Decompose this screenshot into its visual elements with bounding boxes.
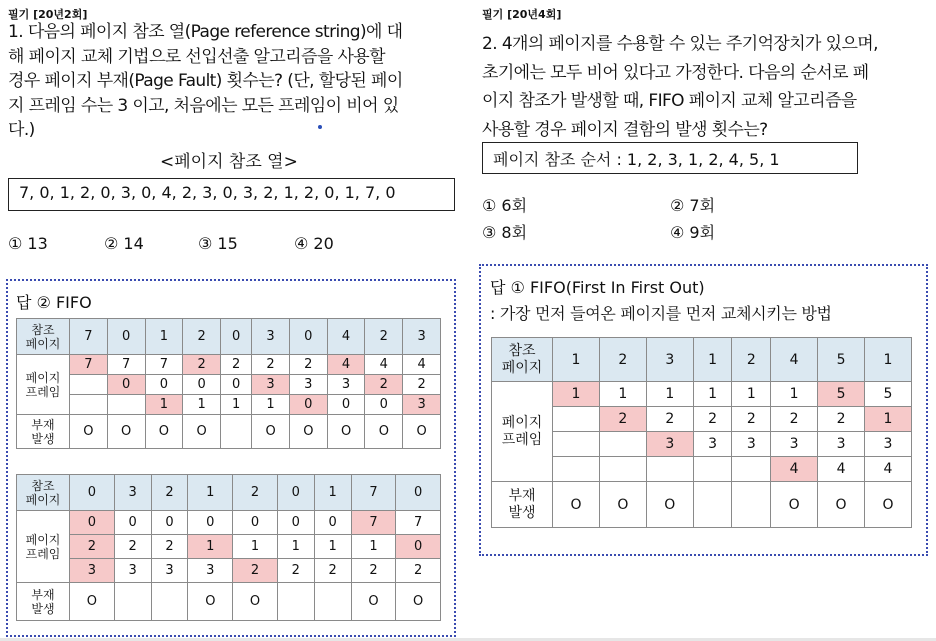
frame-cell: 1 xyxy=(314,535,351,559)
ref-cell: 0 xyxy=(70,475,115,511)
frame-cell: 0 xyxy=(183,375,221,395)
frame-cell: 1 xyxy=(693,382,732,407)
frame-cell: 3 xyxy=(188,559,233,583)
frame-cell: 3 xyxy=(771,432,818,457)
fault-header: 부재 발생 xyxy=(17,415,70,449)
option-2: ② 14 xyxy=(104,234,144,253)
ref-cell: 1 xyxy=(145,319,183,355)
frame-cell: 4 xyxy=(327,355,365,375)
answer-explanation: : 가장 먼저 들여온 페이지를 먼저 교체시키는 방법 xyxy=(490,304,832,323)
fault-cell: O xyxy=(70,583,115,621)
frame-cell: 4 xyxy=(403,355,441,375)
frame-cell: 3 xyxy=(70,559,115,583)
question-line: 초기에는 모두 비어 있다고 가정한다. 다음의 순서로 페 xyxy=(482,62,869,83)
question-tag: 필기 [20년4회] xyxy=(482,8,562,21)
question-line: 2. 4개의 페이지를 수용할 수 있는 주기억장치가 있으며, xyxy=(482,34,878,54)
fifo-table-2 xyxy=(16,474,441,621)
cursor-dot xyxy=(318,125,322,129)
frame-cell xyxy=(553,407,600,432)
frame-cell: 1 xyxy=(351,535,396,559)
frame-cell: 1 xyxy=(221,395,252,415)
frame-cell: 5 xyxy=(818,382,865,407)
fifo-table-1 xyxy=(16,318,441,449)
fault-cell: O xyxy=(646,482,693,528)
fault-cell xyxy=(314,583,351,621)
frame-cell: 3 xyxy=(289,375,327,395)
frame-header: 페이지 프레임 xyxy=(17,355,70,415)
frame-cell: 4 xyxy=(771,457,818,482)
frame-cell: 1 xyxy=(553,382,600,407)
frame-cell: 5 xyxy=(865,382,912,407)
frame-cell: 1 xyxy=(599,382,646,407)
frame-cell: 2 xyxy=(277,559,314,583)
ref-title: <페이지 참조 열> xyxy=(160,152,298,172)
frame-cell: 0 xyxy=(289,395,327,415)
frame-cell: 3 xyxy=(252,375,290,395)
ref-cell: 4 xyxy=(771,338,818,382)
frame-cell: 3 xyxy=(865,432,912,457)
frame-cell: 2 xyxy=(646,407,693,432)
frame-cell xyxy=(553,457,600,482)
frame-cell xyxy=(599,457,646,482)
frame-cell: 0 xyxy=(221,375,252,395)
frame-cell: 7 xyxy=(70,355,108,375)
frame-cell: 2 xyxy=(599,407,646,432)
fault-cell xyxy=(693,482,732,528)
ref-cell: 2 xyxy=(599,338,646,382)
question-text xyxy=(8,20,460,143)
frame-cell: 1 xyxy=(183,395,221,415)
answer-text: 답 ② FIFO xyxy=(16,293,92,312)
frame-header: 페이지 프레임 xyxy=(492,382,553,482)
frame-cell: 0 xyxy=(114,511,151,535)
ref-cell: 0 xyxy=(289,319,327,355)
fault-cell: O xyxy=(365,415,403,449)
ref-cell: 2 xyxy=(183,319,221,355)
frame-cell: 3 xyxy=(151,559,188,583)
fault-cell: O xyxy=(70,415,108,449)
option-1: ① 6회 xyxy=(482,196,528,215)
question-line: 다.) xyxy=(8,120,35,140)
fault-cell xyxy=(114,583,151,621)
frame-cell: 1 xyxy=(646,382,693,407)
frame-cell: 0 xyxy=(188,511,233,535)
frame-cell: 1 xyxy=(277,535,314,559)
frame-cell xyxy=(599,432,646,457)
frame-cell: 1 xyxy=(732,382,771,407)
question-tag: 필기 [20년2회] xyxy=(8,8,88,21)
reference-string-box: 페이지 참조 순서 : 1, 2, 3, 1, 2, 4, 5, 1 xyxy=(482,142,858,174)
fault-header: 부재 발생 xyxy=(17,583,70,621)
question-line: 이지 참조가 발생할 때, FIFO 페이지 교체 알고리즘을 xyxy=(482,91,857,111)
frame-cell: 3 xyxy=(403,395,441,415)
frame-cell: 4 xyxy=(365,355,403,375)
fault-cell: O xyxy=(289,415,327,449)
ref-cell: 0 xyxy=(396,475,441,511)
frame-cell xyxy=(553,432,600,457)
frame-cell: 3 xyxy=(646,432,693,457)
ref-cell: 3 xyxy=(646,338,693,382)
frame-cell: 2 xyxy=(252,355,290,375)
ref-cell: 5 xyxy=(818,338,865,382)
frame-cell: 0 xyxy=(70,511,115,535)
question-line: 1. 다음의 페이지 참조 열(Page reference string)에 대 xyxy=(8,22,403,42)
ref-cell: 1 xyxy=(553,338,600,382)
fault-cell: O xyxy=(327,415,365,449)
frame-cell: 0 xyxy=(233,511,278,535)
fault-cell xyxy=(277,583,314,621)
frame-cell: 2 xyxy=(693,407,732,432)
fault-cell: O xyxy=(396,583,441,621)
frame-cell: 2 xyxy=(351,559,396,583)
frame-cell: 4 xyxy=(865,457,912,482)
frame-cell: 3 xyxy=(732,432,771,457)
option-4: ④ 9회 xyxy=(670,223,716,242)
reference-string-box: 7, 0, 1, 2, 0, 3, 0, 4, 2, 3, 0, 3, 2, 1, 2, 0, 1, 7, 0 xyxy=(8,178,455,211)
frame-cell xyxy=(70,395,108,415)
frame-cell: 2 xyxy=(314,559,351,583)
fault-cell: O xyxy=(818,482,865,528)
frame-header: 페이지 프레임 xyxy=(17,511,70,583)
frame-cell: 7 xyxy=(107,355,145,375)
frame-cell: 0 xyxy=(314,511,351,535)
frame-cell: 0 xyxy=(107,375,145,395)
fault-cell: O xyxy=(188,583,233,621)
frame-cell: 2 xyxy=(233,559,278,583)
ref-cell: 0 xyxy=(107,319,145,355)
frame-cell: 0 xyxy=(365,395,403,415)
fault-cell: O xyxy=(183,415,221,449)
option-3: ③ 15 xyxy=(198,234,238,253)
frame-cell: 1 xyxy=(145,395,183,415)
ref-cell: 7 xyxy=(351,475,396,511)
frame-cell: 3 xyxy=(114,559,151,583)
frame-cell xyxy=(693,457,732,482)
frame-cell: 2 xyxy=(114,535,151,559)
frame-cell: 1 xyxy=(252,395,290,415)
frame-cell xyxy=(732,457,771,482)
frame-cell: 3 xyxy=(818,432,865,457)
fault-cell xyxy=(221,415,252,449)
frame-cell: 2 xyxy=(365,375,403,395)
fault-header: 부재 발생 xyxy=(492,482,553,528)
ref-cell: 3 xyxy=(114,475,151,511)
ref-cell: 3 xyxy=(403,319,441,355)
frame-cell: 1 xyxy=(233,535,278,559)
ref-cell: 2 xyxy=(233,475,278,511)
frame-cell: 0 xyxy=(277,511,314,535)
fault-cell: O xyxy=(107,415,145,449)
frame-cell: 2 xyxy=(221,355,252,375)
ref-cell: 7 xyxy=(70,319,108,355)
ref-cell: 1 xyxy=(865,338,912,382)
ref-cell: 1 xyxy=(188,475,233,511)
option-4: ④ 20 xyxy=(294,234,334,253)
ref-cell: 3 xyxy=(252,319,290,355)
fault-cell: O xyxy=(252,415,290,449)
frame-cell xyxy=(646,457,693,482)
frame-cell: 7 xyxy=(351,511,396,535)
option-2: ② 7회 xyxy=(670,196,716,215)
frame-cell: 3 xyxy=(693,432,732,457)
ref-header: 참조 페이지 xyxy=(492,338,553,382)
ref-cell: 2 xyxy=(365,319,403,355)
question-line: 사용할 경우 페이지 결함의 발생 횟수는? xyxy=(482,119,768,140)
fault-cell: O xyxy=(771,482,818,528)
frame-cell: 2 xyxy=(396,559,441,583)
frame-cell: 0 xyxy=(151,511,188,535)
frame-cell: 2 xyxy=(70,535,115,559)
fifo-table xyxy=(491,337,912,528)
fault-cell xyxy=(732,482,771,528)
question-line: 해 페이지 교체 기법으로 선입선출 알고리즘을 사용할 xyxy=(8,46,385,67)
option-3: ③ 8회 xyxy=(482,223,528,242)
ref-cell: 2 xyxy=(151,475,188,511)
ref-header: 참조 페이지 xyxy=(17,475,70,511)
frame-cell: 2 xyxy=(403,375,441,395)
frame-cell: 0 xyxy=(145,375,183,395)
frame-cell: 2 xyxy=(151,535,188,559)
frame-cell: 1 xyxy=(188,535,233,559)
frame-cell: 1 xyxy=(771,382,818,407)
question-text xyxy=(482,30,934,144)
frame-cell: 7 xyxy=(145,355,183,375)
question-line: 지 프레임 수는 3 이고, 처음에는 모든 프레임이 비어 있 xyxy=(8,95,399,116)
frame-cell: 2 xyxy=(771,407,818,432)
frame-cell: 2 xyxy=(818,407,865,432)
fault-cell: O xyxy=(145,415,183,449)
frame-cell: 1 xyxy=(865,407,912,432)
frame-cell: 2 xyxy=(183,355,221,375)
ref-cell: 1 xyxy=(693,338,732,382)
ref-cell: 4 xyxy=(327,319,365,355)
fault-cell: O xyxy=(233,583,278,621)
frame-cell: 2 xyxy=(732,407,771,432)
frame-cell: 7 xyxy=(396,511,441,535)
ref-cell: 2 xyxy=(732,338,771,382)
frame-cell xyxy=(107,395,145,415)
fault-cell: O xyxy=(351,583,396,621)
frame-cell: 4 xyxy=(818,457,865,482)
frame-cell: 0 xyxy=(396,535,441,559)
frame-cell xyxy=(70,375,108,395)
fault-cell: O xyxy=(865,482,912,528)
ref-header: 참조 페이지 xyxy=(17,319,70,355)
frame-cell: 2 xyxy=(289,355,327,375)
fault-cell xyxy=(151,583,188,621)
ref-cell: 1 xyxy=(314,475,351,511)
frame-cell: 0 xyxy=(327,395,365,415)
ref-cell: 0 xyxy=(277,475,314,511)
question-line: 경우 페이지 부재(Page Fault) 횟수는? (단, 할당된 페이 xyxy=(8,71,403,91)
fault-cell: O xyxy=(403,415,441,449)
ref-cell: 0 xyxy=(221,319,252,355)
frame-cell: 3 xyxy=(327,375,365,395)
answer-text: 답 ① FIFO(First In First Out) xyxy=(490,278,705,297)
option-1: ① 13 xyxy=(8,234,48,253)
fault-cell: O xyxy=(599,482,646,528)
fault-cell: O xyxy=(553,482,600,528)
